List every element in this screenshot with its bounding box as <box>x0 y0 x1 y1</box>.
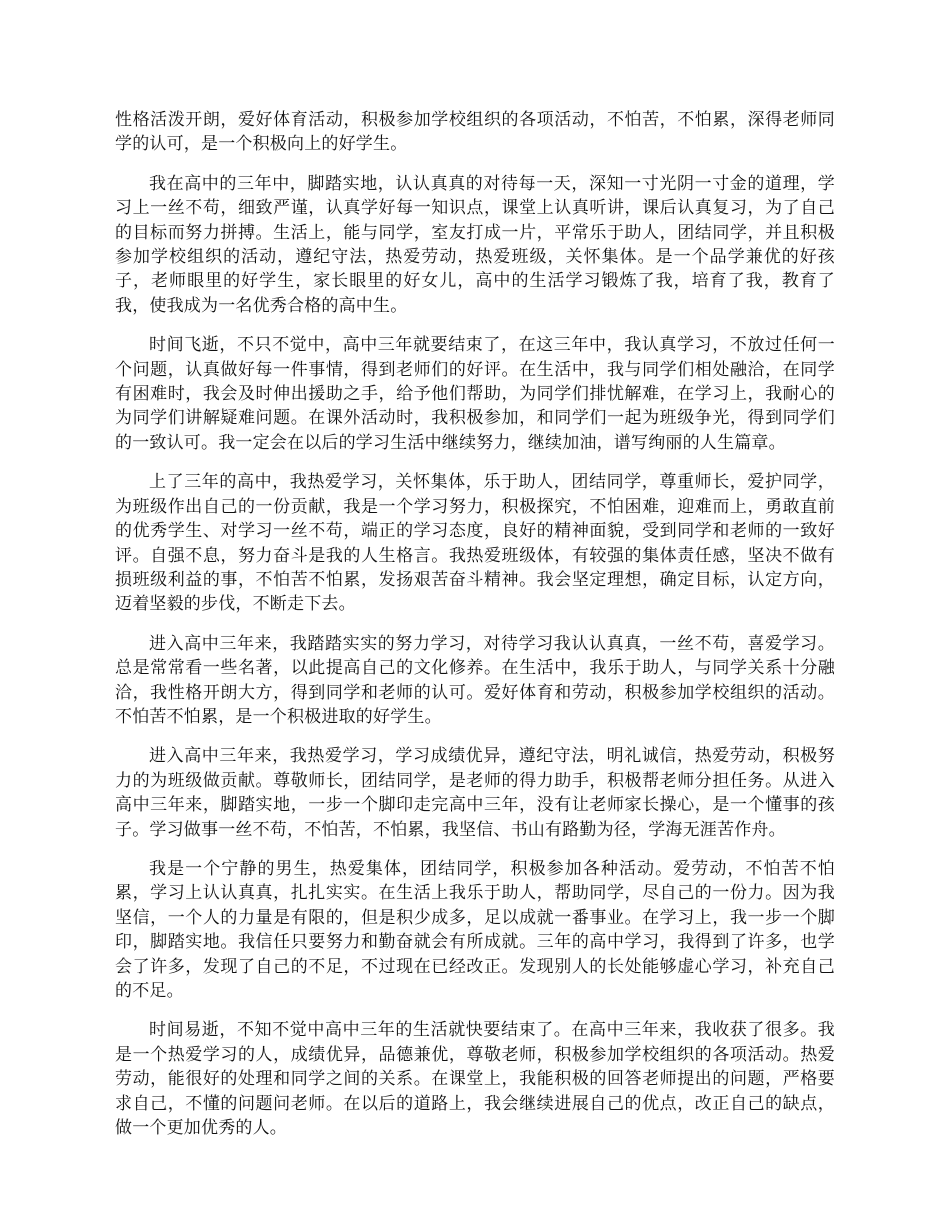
paragraph-8: 时间易逝，不知不觉中高中三年的生活就快要结束了。在高中三年来，我收获了很多。我是一个热爱学习的人，成绩优异，品德兼优，尊敬老师，积极参加学校组织的各项活动。热爱劳动，能很好的处理和同学之间的关系。在课堂上，我能积极的回答老师提出的问题，严格要求自己，不懂的问题问老师。在以后的道路上，我会继续进展自己的优点，改正自己的缺点，做一个更加优秀的人。 <box>115 1020 835 1139</box>
document-page <box>115 108 835 1155</box>
paragraph-7: 我是一个宁静的男生，热爱集体，团结同学，积极参加各种活动。爱劳动，不怕苦不怕累，学习上认认真真，扎扎实实。在生活上我乐于助人，帮助同学，尽自己的一份力。因为我坚信，一个人的力量是有限的，但是积少成多，足以成就一番事业。在学习上，我一步一个脚印，脚踏实地。我信任只要努力和勤奋就会有所成就。三年的高中学习，我得到了许多，也学会了许多，发现了自己的不足，不过现在已经改正。发现别人的长处能够虚心学习，补充自己的不足。 <box>115 858 835 1001</box>
paragraph-3: 时间飞逝，不只不觉中，高中三年就要结束了，在这三年中，我认真学习，不放过任何一个问题，认真做好每一件事情，得到老师们的好评。在生活中，我与同学们相处融洽，在同学有困难时，我会及时伸出援助之手，给予他们帮助，为同学们排忧解难，在学习上，我耐心的为同学们讲解疑难问题。在课外活动时，我积极参加，和同学们一起为班级争光，得到同学们的一致认可。我一定会在以后的学习生活中继续努力，继续加油，谱写绚丽的人生篇章。 <box>115 335 835 453</box>
paragraph-4: 上了三年的高中，我热爱学习，关怀集体，乐于助人，团结同学，尊重师长，爱护同学，为班级作出自己的一份贡献，我是一个学习努力，积极探究，不怕困难，迎难而上，勇敢直前的优秀学生、对学习一丝不苟，端正的学习态度，良好的精神面貌，受到同学和老师的一致好评。自强不息，努力奋斗是我的人生格言。我热爱班级体，有较强的集体责任感，坚决不做有损班级利益的事，不怕苦不怕累，发扬艰苦奋斗精神。我会坚定理想，确定目标，认定方向，迈着坚毅的步伐，不断走下去。 <box>115 472 835 615</box>
paragraph-5: 进入高中三年来，我踏踏实实的努力学习，对待学习我认认真真，一丝不苟，喜爱学习。总是常常看一些名著，以此提高自己的文化修养。在生活中，我乐于助人，与同学关系十分融洽，我性格开朗大方，得到同学和老师的认可。爱好体育和劳动，积极参加学校组织的活动。不怕苦不怕累，是一个积极进取的好学生。 <box>115 633 835 727</box>
paragraph-1: 性格活泼开朗，爱好体育活动，积极参加学校组织的各项活动，不怕苦，不怕累，深得老师同学的认可，是一个积极向上的好学生。 <box>115 110 835 155</box>
paragraph-2: 我在高中的三年中，脚踏实地，认认真真的对待每一天，深知一寸光阴一寸金的道理，学习上一丝不苟，细致严谨，认真学好每一知识点，课堂上认真听讲，课后认真复习，为了自己的目标而努力拼搏。生活上，能与同学，室友打成一片，平常乐于助人，团结同学，并且积极参加学校组织的活动，遵纪守法，热爱劳动，热爱班级，关怀集体。是一个品学兼优的好孩子，老师眼里的好学生，家长眼里的好女儿，高中的生活学习锻炼了我，培育了我，教育了我，使我成为一名优秀合格的高中生。 <box>115 173 835 316</box>
paragraph-6: 进入高中三年来，我热爱学习，学习成绩优异，遵纪守法，明礼诚信，热爱劳动，积极努力的为班级做贡献。尊敬师长，团结同学，是老师的得力助手，积极帮老师分担任务。从进入高中三年来，脚踏实地，一步一个脚印走完高中三年，没有让老师家长操心，是一个懂事的孩子。学习做事一丝不苟，不怕苦，不怕累，我坚信、书山有路勤为径，学海无涯苦作舟。 <box>115 746 835 840</box>
